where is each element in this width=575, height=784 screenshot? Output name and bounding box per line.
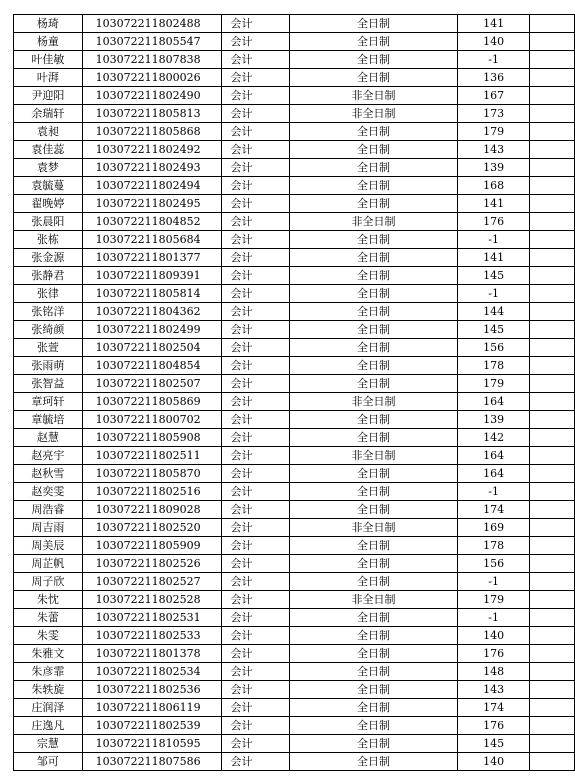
cell-major: 会计: [222, 159, 290, 177]
cell-study-mode: 非全日制: [290, 591, 458, 609]
cell-major: 会计: [222, 699, 290, 717]
cell-score: 169: [457, 519, 530, 537]
cell-study-mode: 全日制: [290, 555, 458, 573]
table-row: [14, 663, 575, 681]
cell-major: 会计: [222, 447, 290, 465]
cell-major: 会计: [222, 339, 290, 357]
cell-blank: [530, 249, 575, 267]
cell-exam-id: 103072211805684: [82, 231, 222, 249]
cell-name: 邹可: [14, 753, 83, 771]
cell-score: 164: [457, 465, 530, 483]
cell-score: 139: [457, 411, 530, 429]
cell-major: 会计: [222, 51, 290, 69]
cell-study-mode: 非全日制: [290, 393, 458, 411]
cell-exam-id: 103072211805868: [82, 123, 222, 141]
cell-exam-id: 103072211802539: [82, 717, 222, 735]
cell-exam-id: 103072211809028: [82, 501, 222, 519]
table-row: [14, 123, 575, 141]
table-row: [14, 699, 575, 717]
cell-blank: [530, 519, 575, 537]
table-row: [14, 519, 575, 537]
table-row: [14, 501, 575, 519]
cell-name: 张静君: [14, 267, 83, 285]
cell-name: 叶湃: [14, 69, 83, 87]
cell-score: 140: [457, 627, 530, 645]
cell-name: 余瑞轩: [14, 105, 83, 123]
cell-name: 杨琦: [14, 15, 83, 33]
cell-blank: [530, 321, 575, 339]
cell-blank: [530, 735, 575, 753]
cell-study-mode: 全日制: [290, 717, 458, 735]
cell-exam-id: 103072211802511: [82, 447, 222, 465]
cell-name: 袁梦: [14, 159, 83, 177]
cell-score: -1: [457, 483, 530, 501]
cell-exam-id: 103072211802493: [82, 159, 222, 177]
cell-exam-id: 103072211805909: [82, 537, 222, 555]
cell-major: 会计: [222, 411, 290, 429]
cell-score: 179: [457, 375, 530, 393]
cell-name: 朱雯: [14, 627, 83, 645]
cell-major: 会计: [222, 123, 290, 141]
cell-study-mode: 非全日制: [290, 519, 458, 537]
cell-major: 会计: [222, 429, 290, 447]
table-row: [14, 267, 575, 285]
cell-study-mode: 全日制: [290, 195, 458, 213]
cell-major: 会计: [222, 501, 290, 519]
cell-name: 宗慧: [14, 735, 83, 753]
cell-major: 会计: [222, 627, 290, 645]
cell-major: 会计: [222, 231, 290, 249]
cell-name: 翟晚婷: [14, 195, 83, 213]
cell-name: 周吉雨: [14, 519, 83, 537]
cell-study-mode: 全日制: [290, 159, 458, 177]
cell-study-mode: 全日制: [290, 663, 458, 681]
cell-blank: [530, 663, 575, 681]
table-row: [14, 159, 575, 177]
cell-exam-id: 103072211802520: [82, 519, 222, 537]
cell-score: 164: [457, 393, 530, 411]
cell-major: 会计: [222, 249, 290, 267]
cell-major: 会计: [222, 321, 290, 339]
cell-exam-id: 103072211804852: [82, 213, 222, 231]
cell-major: 会计: [222, 87, 290, 105]
table-row: [14, 411, 575, 429]
cell-score: 145: [457, 321, 530, 339]
cell-score: 136: [457, 69, 530, 87]
cell-blank: [530, 591, 575, 609]
cell-study-mode: 全日制: [290, 483, 458, 501]
cell-blank: [530, 15, 575, 33]
table-row: [14, 717, 575, 735]
cell-exam-id: 103072211805547: [82, 33, 222, 51]
cell-study-mode: 全日制: [290, 321, 458, 339]
cell-name: 袁佳蕊: [14, 141, 83, 159]
cell-score: 140: [457, 33, 530, 51]
cell-major: 会计: [222, 681, 290, 699]
table-row: [14, 51, 575, 69]
table-row: [14, 231, 575, 249]
cell-blank: [530, 645, 575, 663]
cell-exam-id: 103072211809391: [82, 267, 222, 285]
cell-blank: [530, 339, 575, 357]
cell-exam-id: 103072211802526: [82, 555, 222, 573]
cell-major: 会计: [222, 285, 290, 303]
cell-score: 176: [457, 213, 530, 231]
cell-exam-id: 103072211805813: [82, 105, 222, 123]
cell-score: 173: [457, 105, 530, 123]
cell-study-mode: 全日制: [290, 33, 458, 51]
cell-exam-id: 103072211802528: [82, 591, 222, 609]
cell-study-mode: 全日制: [290, 141, 458, 159]
cell-score: 141: [457, 249, 530, 267]
cell-blank: [530, 87, 575, 105]
cell-exam-id: 103072211802492: [82, 141, 222, 159]
cell-blank: [530, 753, 575, 771]
cell-study-mode: 全日制: [290, 537, 458, 555]
cell-score: 156: [457, 555, 530, 573]
cell-name: 周芷帆: [14, 555, 83, 573]
table-row: [14, 249, 575, 267]
table-row: [14, 591, 575, 609]
cell-blank: [530, 141, 575, 159]
cell-score: -1: [457, 285, 530, 303]
cell-score: 148: [457, 663, 530, 681]
cell-exam-id: 103072211802534: [82, 663, 222, 681]
cell-major: 会计: [222, 105, 290, 123]
table-row: [14, 393, 575, 411]
cell-score: 174: [457, 699, 530, 717]
cell-study-mode: 全日制: [290, 501, 458, 519]
cell-blank: [530, 303, 575, 321]
cell-blank: [530, 717, 575, 735]
cell-major: 会计: [222, 177, 290, 195]
table-row: [14, 285, 575, 303]
cell-name: 赵秋雪: [14, 465, 83, 483]
cell-exam-id: 103072211802533: [82, 627, 222, 645]
cell-blank: [530, 177, 575, 195]
cell-name: 叶佳敏: [14, 51, 83, 69]
cell-blank: [530, 285, 575, 303]
cell-exam-id: 103072211802527: [82, 573, 222, 591]
cell-score: -1: [457, 51, 530, 69]
cell-name: 张雨萌: [14, 357, 83, 375]
cell-name: 张晨阳: [14, 213, 83, 231]
cell-name: 章毓培: [14, 411, 83, 429]
cell-blank: [530, 123, 575, 141]
table-row: [14, 483, 575, 501]
cell-score: 141: [457, 195, 530, 213]
cell-exam-id: 103072211802495: [82, 195, 222, 213]
cell-major: 会计: [222, 735, 290, 753]
cell-score: 145: [457, 267, 530, 285]
table-row: [14, 645, 575, 663]
cell-major: 会计: [222, 537, 290, 555]
table-row: [14, 339, 575, 357]
cell-blank: [530, 393, 575, 411]
cell-exam-id: 103072211802488: [82, 15, 222, 33]
table-row: [14, 15, 575, 33]
table-row: [14, 357, 575, 375]
cell-name: 袁毓蔓: [14, 177, 83, 195]
cell-major: 会计: [222, 393, 290, 411]
cell-blank: [530, 627, 575, 645]
cell-major: 会计: [222, 609, 290, 627]
cell-blank: [530, 429, 575, 447]
table-row: [14, 303, 575, 321]
cell-exam-id: 103072211807838: [82, 51, 222, 69]
cell-name: 周美辰: [14, 537, 83, 555]
cell-name: 周子欣: [14, 573, 83, 591]
cell-name: 朱蕾: [14, 609, 83, 627]
cell-major: 会计: [222, 645, 290, 663]
table-row: [14, 555, 575, 573]
cell-study-mode: 全日制: [290, 303, 458, 321]
cell-exam-id: 103072211801378: [82, 645, 222, 663]
cell-major: 会计: [222, 303, 290, 321]
cell-study-mode: 全日制: [290, 123, 458, 141]
cell-name: 朱轶旋: [14, 681, 83, 699]
table-row: [14, 33, 575, 51]
cell-name: 杨童: [14, 33, 83, 51]
cell-name: 张智益: [14, 375, 83, 393]
cell-name: 庄逸凡: [14, 717, 83, 735]
cell-major: 会计: [222, 591, 290, 609]
cell-blank: [530, 483, 575, 501]
cell-score: 142: [457, 429, 530, 447]
table-row: [14, 87, 575, 105]
cell-major: 会计: [222, 69, 290, 87]
cell-score: 176: [457, 645, 530, 663]
cell-name: 张绮颜: [14, 321, 83, 339]
cell-name: 章珂轩: [14, 393, 83, 411]
cell-major: 会计: [222, 357, 290, 375]
cell-exam-id: 103072211802504: [82, 339, 222, 357]
table-row: [14, 177, 575, 195]
cell-blank: [530, 501, 575, 519]
cell-exam-id: 103072211805870: [82, 465, 222, 483]
cell-study-mode: 全日制: [290, 681, 458, 699]
cell-score: -1: [457, 231, 530, 249]
cell-blank: [530, 411, 575, 429]
cell-major: 会计: [222, 465, 290, 483]
cell-exam-id: 103072211807586: [82, 753, 222, 771]
table-row: [14, 375, 575, 393]
table-row: [14, 537, 575, 555]
cell-major: 会计: [222, 483, 290, 501]
cell-blank: [530, 33, 575, 51]
cell-score: 167: [457, 87, 530, 105]
cell-name: 周浩睿: [14, 501, 83, 519]
score-table-body: [14, 15, 575, 771]
cell-score: 174: [457, 501, 530, 519]
cell-major: 会计: [222, 33, 290, 51]
cell-blank: [530, 447, 575, 465]
cell-exam-id: 103072211805814: [82, 285, 222, 303]
cell-score: 144: [457, 303, 530, 321]
cell-study-mode: 非全日制: [290, 105, 458, 123]
cell-study-mode: 全日制: [290, 51, 458, 69]
cell-name: 赵慧: [14, 429, 83, 447]
cell-exam-id: 103072211802507: [82, 375, 222, 393]
cell-study-mode: 全日制: [290, 411, 458, 429]
cell-blank: [530, 105, 575, 123]
table-row: [14, 141, 575, 159]
table-row: [14, 195, 575, 213]
table-row: [14, 573, 575, 591]
score-table: [13, 14, 575, 771]
cell-name: 赵亮宇: [14, 447, 83, 465]
table-row: [14, 429, 575, 447]
cell-name: 尹迎阳: [14, 87, 83, 105]
cell-exam-id: 103072211801377: [82, 249, 222, 267]
cell-study-mode: 全日制: [290, 627, 458, 645]
cell-major: 会计: [222, 375, 290, 393]
cell-score: 168: [457, 177, 530, 195]
cell-score: 178: [457, 357, 530, 375]
cell-score: 145: [457, 735, 530, 753]
cell-blank: [530, 267, 575, 285]
cell-exam-id: 103072211802490: [82, 87, 222, 105]
cell-blank: [530, 537, 575, 555]
cell-study-mode: 全日制: [290, 645, 458, 663]
cell-blank: [530, 231, 575, 249]
cell-major: 会计: [222, 195, 290, 213]
cell-name: 袁昶: [14, 123, 83, 141]
cell-exam-id: 103072211802494: [82, 177, 222, 195]
cell-study-mode: 全日制: [290, 177, 458, 195]
cell-score: 178: [457, 537, 530, 555]
cell-study-mode: 非全日制: [290, 87, 458, 105]
cell-study-mode: 非全日制: [290, 213, 458, 231]
cell-exam-id: 103072211802536: [82, 681, 222, 699]
table-row: [14, 609, 575, 627]
cell-exam-id: 103072211805908: [82, 429, 222, 447]
cell-study-mode: 全日制: [290, 609, 458, 627]
cell-major: 会计: [222, 555, 290, 573]
table-row: [14, 681, 575, 699]
cell-study-mode: 全日制: [290, 735, 458, 753]
cell-study-mode: 全日制: [290, 339, 458, 357]
cell-score: -1: [457, 573, 530, 591]
cell-name: 张栋: [14, 231, 83, 249]
cell-name: 张萱: [14, 339, 83, 357]
cell-exam-id: 103072211800702: [82, 411, 222, 429]
cell-name: 朱彦霏: [14, 663, 83, 681]
table-row: [14, 105, 575, 123]
cell-major: 会计: [222, 663, 290, 681]
cell-major: 会计: [222, 267, 290, 285]
cell-study-mode: 全日制: [290, 375, 458, 393]
cell-exam-id: 103072211802516: [82, 483, 222, 501]
cell-study-mode: 非全日制: [290, 447, 458, 465]
table-row: [14, 213, 575, 231]
cell-name: 朱忱: [14, 591, 83, 609]
cell-score: -1: [457, 609, 530, 627]
cell-name: 朱雅文: [14, 645, 83, 663]
cell-blank: [530, 573, 575, 591]
cell-major: 会计: [222, 753, 290, 771]
cell-study-mode: 全日制: [290, 753, 458, 771]
cell-study-mode: 全日制: [290, 267, 458, 285]
cell-name: 张律: [14, 285, 83, 303]
table-row: [14, 735, 575, 753]
cell-blank: [530, 609, 575, 627]
cell-exam-id: 103072211806119: [82, 699, 222, 717]
cell-name: 庄润泽: [14, 699, 83, 717]
cell-blank: [530, 159, 575, 177]
cell-blank: [530, 465, 575, 483]
cell-study-mode: 全日制: [290, 357, 458, 375]
cell-blank: [530, 195, 575, 213]
cell-study-mode: 全日制: [290, 699, 458, 717]
cell-score: 156: [457, 339, 530, 357]
cell-exam-id: 103072211810595: [82, 735, 222, 753]
cell-study-mode: 全日制: [290, 69, 458, 87]
cell-study-mode: 全日制: [290, 15, 458, 33]
cell-study-mode: 全日制: [290, 573, 458, 591]
table-row: [14, 627, 575, 645]
cell-study-mode: 全日制: [290, 429, 458, 447]
cell-score: 176: [457, 717, 530, 735]
cell-blank: [530, 357, 575, 375]
cell-blank: [530, 213, 575, 231]
cell-blank: [530, 69, 575, 87]
cell-study-mode: 全日制: [290, 285, 458, 303]
cell-exam-id: 103072211804362: [82, 303, 222, 321]
cell-major: 会计: [222, 141, 290, 159]
table-row: [14, 69, 575, 87]
cell-exam-id: 103072211804854: [82, 357, 222, 375]
cell-major: 会计: [222, 573, 290, 591]
cell-name: 张铭洋: [14, 303, 83, 321]
cell-score: 179: [457, 591, 530, 609]
cell-blank: [530, 555, 575, 573]
cell-score: 143: [457, 681, 530, 699]
cell-blank: [530, 375, 575, 393]
cell-score: 164: [457, 447, 530, 465]
cell-score: 139: [457, 159, 530, 177]
cell-study-mode: 全日制: [290, 231, 458, 249]
table-row: [14, 753, 575, 771]
cell-exam-id: 103072211802499: [82, 321, 222, 339]
cell-major: 会计: [222, 213, 290, 231]
cell-name: 赵奕雯: [14, 483, 83, 501]
cell-score: 141: [457, 15, 530, 33]
cell-exam-id: 103072211800026: [82, 69, 222, 87]
cell-major: 会计: [222, 519, 290, 537]
cell-exam-id: 103072211802531: [82, 609, 222, 627]
cell-study-mode: 全日制: [290, 465, 458, 483]
cell-blank: [530, 681, 575, 699]
table-row: [14, 447, 575, 465]
cell-exam-id: 103072211805869: [82, 393, 222, 411]
table-row: [14, 465, 575, 483]
table-row: [14, 321, 575, 339]
cell-score: 179: [457, 123, 530, 141]
cell-score: 140: [457, 753, 530, 771]
cell-name: 张金源: [14, 249, 83, 267]
cell-major: 会计: [222, 15, 290, 33]
cell-study-mode: 全日制: [290, 249, 458, 267]
cell-blank: [530, 51, 575, 69]
cell-blank: [530, 699, 575, 717]
cell-major: 会计: [222, 717, 290, 735]
cell-score: 143: [457, 141, 530, 159]
